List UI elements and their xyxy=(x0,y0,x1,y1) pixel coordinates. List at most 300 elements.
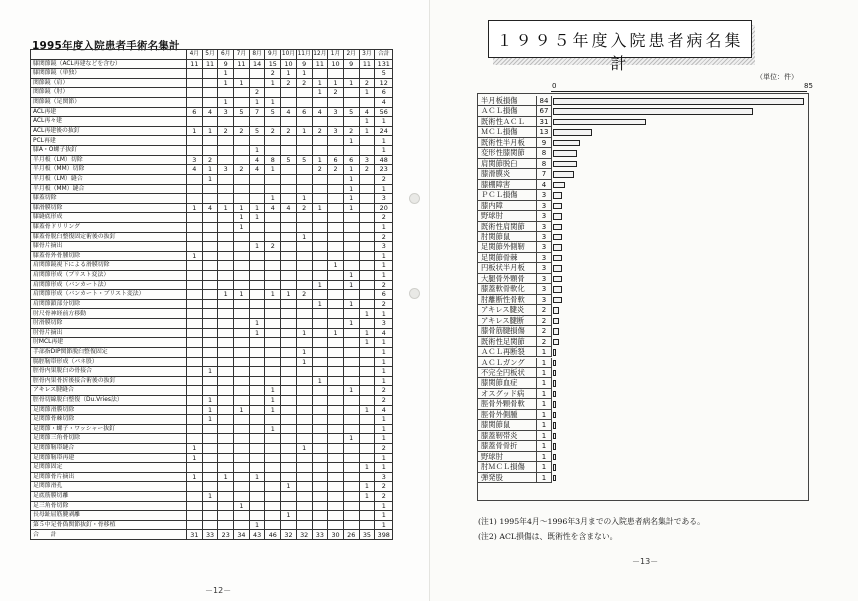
month-count: 2 xyxy=(265,69,281,79)
month-count xyxy=(234,434,250,444)
procedure-name: 関節鏡（足関節） xyxy=(31,98,187,108)
bar-17 xyxy=(553,276,562,283)
month-count xyxy=(328,376,344,386)
month-count xyxy=(218,299,234,309)
month-count: 43 xyxy=(249,530,265,540)
month-count: 1 xyxy=(187,443,203,453)
month-count xyxy=(328,395,344,405)
month-count xyxy=(265,338,281,348)
month-count: 2 xyxy=(234,165,250,175)
category-label: 不完全円板状 xyxy=(481,367,525,377)
month-count xyxy=(249,434,265,444)
month-count: 1 xyxy=(296,328,312,338)
value-label: 13 xyxy=(536,127,552,137)
month-count xyxy=(202,501,218,511)
month-count xyxy=(265,146,281,156)
month-count xyxy=(328,290,344,300)
month-count xyxy=(265,299,281,309)
month-count xyxy=(296,261,312,271)
value-label: 84 xyxy=(536,96,552,106)
table-row xyxy=(31,222,393,232)
month-count: 1 xyxy=(281,511,297,521)
table-row xyxy=(31,405,393,415)
table-row xyxy=(31,117,393,127)
month-count: 1 xyxy=(359,405,375,415)
table-row xyxy=(31,203,393,213)
table-row xyxy=(31,126,393,136)
row-total: 1 xyxy=(375,271,393,281)
footnote-1: (注1) 1995年4月～1996年3月までの入院患者病名集計である。 xyxy=(478,517,705,526)
month-count xyxy=(328,492,344,502)
month-count xyxy=(312,174,328,184)
month-count: 1 xyxy=(265,194,281,204)
month-count: 11 xyxy=(359,59,375,69)
table-row xyxy=(31,463,393,473)
month-count xyxy=(187,242,203,252)
bar-19 xyxy=(553,297,562,304)
chart-row xyxy=(478,180,808,190)
month-count xyxy=(296,280,312,290)
row-total: 1 xyxy=(375,347,393,357)
value-label: 3 xyxy=(536,242,552,252)
month-count xyxy=(265,376,281,386)
procedure-name: 関節鏡（肩） xyxy=(31,78,187,88)
month-count xyxy=(187,511,203,521)
value-label: 1 xyxy=(536,368,552,378)
month-count xyxy=(343,415,359,425)
table-row xyxy=(31,194,393,204)
month-count: 3 xyxy=(218,165,234,175)
month-count xyxy=(312,184,328,194)
month-count: 11 xyxy=(234,59,250,69)
month-count xyxy=(359,261,375,271)
bar-4 xyxy=(553,140,580,147)
month-count xyxy=(296,367,312,377)
month-count xyxy=(312,492,328,502)
procedure-name: 膝蓋骨脱臼整復固定術後の抜釘 xyxy=(31,232,187,242)
month-count: 1 xyxy=(343,271,359,281)
month-count xyxy=(265,222,281,232)
month-count xyxy=(359,184,375,194)
month-count xyxy=(265,492,281,502)
chart-row xyxy=(478,148,808,158)
month-count: 33 xyxy=(312,530,328,540)
bar-31 xyxy=(553,422,556,429)
chart-row xyxy=(478,211,808,221)
category-label: 弾発股 xyxy=(481,472,503,482)
month-count xyxy=(281,88,297,98)
month-count xyxy=(187,117,203,127)
procedure-name: アキレス腱縫合 xyxy=(31,386,187,396)
bar-18 xyxy=(553,286,562,293)
month-count xyxy=(281,194,297,204)
month-count xyxy=(202,78,218,88)
value-label: 2 xyxy=(536,326,552,336)
month-count xyxy=(249,299,265,309)
month-count xyxy=(234,347,250,357)
month-count: 5 xyxy=(265,107,281,117)
month-count xyxy=(328,453,344,463)
month-count: 1 xyxy=(296,347,312,357)
month-count xyxy=(202,136,218,146)
diagnosis-bar-chart xyxy=(477,93,809,501)
row-total: 3 xyxy=(375,472,393,482)
month-count: 11 xyxy=(202,59,218,69)
month-count xyxy=(296,299,312,309)
chart-row xyxy=(478,337,808,347)
month-count xyxy=(249,424,265,434)
month-count xyxy=(218,242,234,252)
month-count xyxy=(202,184,218,194)
month-count: 32 xyxy=(296,530,312,540)
month-count xyxy=(202,338,218,348)
row-total: 24 xyxy=(375,126,393,136)
month-count xyxy=(281,347,297,357)
month-count: 1 xyxy=(249,146,265,156)
row-total: 2 xyxy=(375,280,393,290)
procedure-name: 足関節滑膜切除 xyxy=(31,405,187,415)
month-count: 9 xyxy=(343,59,359,69)
month-count xyxy=(281,386,297,396)
row-total: 3 xyxy=(375,319,393,329)
month-count xyxy=(234,146,250,156)
axis-tick-label: 85 xyxy=(804,82,813,90)
column-header: 合計 xyxy=(375,50,393,60)
month-count xyxy=(249,415,265,425)
category-label: 足関節外側靭 xyxy=(481,242,525,252)
month-count xyxy=(359,520,375,530)
row-total: 1 xyxy=(375,376,393,386)
row-total: 48 xyxy=(375,155,393,165)
month-count xyxy=(359,511,375,521)
month-count xyxy=(187,146,203,156)
month-count xyxy=(296,338,312,348)
month-count: 1 xyxy=(359,492,375,502)
month-count xyxy=(359,443,375,453)
procedure-name: ACL再建 xyxy=(31,107,187,117)
month-count xyxy=(202,280,218,290)
bar-7 xyxy=(553,171,574,178)
month-count xyxy=(202,69,218,79)
month-count xyxy=(359,501,375,511)
month-count xyxy=(359,424,375,434)
month-count xyxy=(187,222,203,232)
month-count xyxy=(202,520,218,530)
chart-row xyxy=(478,368,808,378)
row-total: 2 xyxy=(375,482,393,492)
month-count xyxy=(312,395,328,405)
month-count xyxy=(218,261,234,271)
value-label: 1 xyxy=(536,358,552,368)
row-total: 4 xyxy=(375,405,393,415)
month-count xyxy=(328,520,344,530)
month-count xyxy=(187,482,203,492)
month-count: 1 xyxy=(202,367,218,377)
month-count xyxy=(218,443,234,453)
table-row xyxy=(31,395,393,405)
chart-row xyxy=(478,420,808,430)
bar-34 xyxy=(553,454,556,461)
surgery-table-title: 1995年度入院患者手術名集計 xyxy=(32,40,180,52)
month-count xyxy=(234,357,250,367)
month-count xyxy=(281,520,297,530)
month-count: 1 xyxy=(265,165,281,175)
table-row xyxy=(31,319,393,329)
procedure-name: 足関節・螺子・ワッシャー抜釘 xyxy=(31,424,187,434)
month-count xyxy=(218,222,234,232)
bar-36 xyxy=(553,475,556,482)
month-count xyxy=(249,501,265,511)
month-count xyxy=(218,117,234,127)
month-count: 15 xyxy=(265,59,281,69)
table-row xyxy=(31,453,393,463)
bar-23 xyxy=(553,339,559,346)
month-count xyxy=(281,405,297,415)
table-row xyxy=(31,232,393,242)
procedure-name: 肘尺骨神経前方移動 xyxy=(31,309,187,319)
month-count: 35 xyxy=(359,530,375,540)
table-row xyxy=(31,520,393,530)
row-total: 1 xyxy=(375,434,393,444)
month-count: 2 xyxy=(328,88,344,98)
month-count xyxy=(328,319,344,329)
row-total: 1 xyxy=(375,357,393,367)
month-count xyxy=(359,136,375,146)
table-row xyxy=(31,136,393,146)
month-count xyxy=(202,88,218,98)
month-count xyxy=(312,482,328,492)
month-count xyxy=(343,492,359,502)
table-row xyxy=(31,78,393,88)
category-label: 野球肘 xyxy=(481,211,503,221)
diagnosis-chart-title: １９９５年度入院患者病名集計 xyxy=(496,31,744,73)
month-count xyxy=(281,251,297,261)
month-count xyxy=(234,386,250,396)
month-count xyxy=(296,415,312,425)
month-count xyxy=(234,463,250,473)
month-count xyxy=(312,472,328,482)
month-count: 4 xyxy=(312,107,328,117)
month-count: 2 xyxy=(202,155,218,165)
month-count xyxy=(218,146,234,156)
bar-11 xyxy=(553,213,562,220)
month-count xyxy=(281,501,297,511)
month-count xyxy=(234,251,250,261)
binder-hole xyxy=(409,288,420,299)
month-count xyxy=(312,501,328,511)
month-count: 5 xyxy=(249,126,265,136)
month-count xyxy=(249,511,265,521)
month-count xyxy=(234,117,250,127)
month-count: 2 xyxy=(312,165,328,175)
total-row xyxy=(31,530,393,540)
page-number-left: －12－ xyxy=(205,586,232,595)
bar-1 xyxy=(553,108,753,115)
month-count: 1 xyxy=(249,328,265,338)
month-count xyxy=(296,501,312,511)
month-count xyxy=(328,347,344,357)
month-count: 4 xyxy=(265,203,281,213)
month-count: 1 xyxy=(359,482,375,492)
month-count: 34 xyxy=(234,530,250,540)
month-count xyxy=(296,251,312,261)
table-row xyxy=(31,155,393,165)
month-count: 10 xyxy=(281,59,297,69)
month-count xyxy=(359,146,375,156)
chart-row xyxy=(478,201,808,211)
month-count xyxy=(218,280,234,290)
month-count xyxy=(187,232,203,242)
month-count xyxy=(234,98,250,108)
month-count: 4 xyxy=(249,165,265,175)
month-count xyxy=(265,463,281,473)
row-total: 1 xyxy=(375,367,393,377)
month-count: 3 xyxy=(328,107,344,117)
month-count xyxy=(328,174,344,184)
month-count xyxy=(265,88,281,98)
month-count: 32 xyxy=(281,530,297,540)
month-count xyxy=(202,482,218,492)
month-count: 33 xyxy=(202,530,218,540)
month-count xyxy=(312,242,328,252)
category-label: アキレス腱断 xyxy=(481,315,525,325)
value-label: 31 xyxy=(536,117,552,127)
month-count xyxy=(234,415,250,425)
month-count xyxy=(296,520,312,530)
chart-row xyxy=(478,326,808,336)
month-count: 1 xyxy=(343,194,359,204)
month-count: 1 xyxy=(265,395,281,405)
month-count xyxy=(218,405,234,415)
month-count: 5 xyxy=(296,155,312,165)
column-header: 9月 xyxy=(265,50,281,60)
month-count xyxy=(312,415,328,425)
month-count: 1 xyxy=(187,453,203,463)
month-count: 11 xyxy=(312,59,328,69)
month-count: 1 xyxy=(249,98,265,108)
month-count xyxy=(281,242,297,252)
month-count: 1 xyxy=(343,203,359,213)
procedure-name: 肘MCL再建 xyxy=(31,338,187,348)
table-row xyxy=(31,251,393,261)
category-label: 膝棚障害 xyxy=(481,179,511,189)
month-count xyxy=(249,309,265,319)
bar-28 xyxy=(553,391,556,398)
month-count xyxy=(296,309,312,319)
footnote-2: (注2) ACL損傷は、既術性を含まない。 xyxy=(478,532,618,541)
month-count: 2 xyxy=(265,242,281,252)
month-count: 4 xyxy=(202,203,218,213)
value-label: 7 xyxy=(536,169,552,179)
value-label: 3 xyxy=(536,222,552,232)
month-count: 1 xyxy=(187,126,203,136)
bar-16 xyxy=(553,265,562,272)
column-header: 11月 xyxy=(296,50,312,60)
month-count xyxy=(328,184,344,194)
row-total: 1 xyxy=(375,463,393,473)
category-label: 膝関節血症 xyxy=(481,378,518,388)
value-label: 3 xyxy=(536,295,552,305)
month-count xyxy=(218,213,234,223)
table-row xyxy=(31,415,393,425)
month-count xyxy=(359,319,375,329)
month-count xyxy=(202,472,218,482)
row-total: 1 xyxy=(375,251,393,261)
month-count xyxy=(312,511,328,521)
table-row xyxy=(31,299,393,309)
month-count: 1 xyxy=(359,328,375,338)
month-count xyxy=(202,463,218,473)
month-count xyxy=(249,184,265,194)
month-count xyxy=(359,395,375,405)
month-count xyxy=(296,271,312,281)
month-count xyxy=(281,415,297,425)
month-count xyxy=(265,271,281,281)
month-count xyxy=(328,146,344,156)
row-total: 2 xyxy=(375,213,393,223)
month-count xyxy=(218,395,234,405)
row-total: 1 xyxy=(375,511,393,521)
month-count: 1 xyxy=(218,290,234,300)
bar-10 xyxy=(553,203,562,210)
month-count xyxy=(343,309,359,319)
page-number-right: －13－ xyxy=(632,557,659,566)
month-count xyxy=(234,88,250,98)
month-count: 1 xyxy=(343,184,359,194)
month-count xyxy=(265,184,281,194)
category-label: 既術性肩関節 xyxy=(481,221,525,231)
month-count xyxy=(202,194,218,204)
month-count: 1 xyxy=(249,242,265,252)
value-label: 67 xyxy=(536,106,552,116)
chart-row xyxy=(478,138,808,148)
month-count xyxy=(202,453,218,463)
month-count xyxy=(187,213,203,223)
month-count xyxy=(234,453,250,463)
month-count xyxy=(343,376,359,386)
month-count xyxy=(312,98,328,108)
month-count: 1 xyxy=(312,203,328,213)
month-count xyxy=(281,338,297,348)
bar-14 xyxy=(553,244,562,251)
month-count: 3 xyxy=(218,107,234,117)
month-count xyxy=(249,117,265,127)
month-count xyxy=(343,251,359,261)
month-count xyxy=(359,290,375,300)
month-count xyxy=(312,194,328,204)
row-total: 1 xyxy=(375,184,393,194)
category-label: 膝関節鼠 xyxy=(481,420,511,430)
month-count xyxy=(249,376,265,386)
month-count xyxy=(187,271,203,281)
month-count: 1 xyxy=(296,69,312,79)
procedure-name: 膝蓋骨ドリリング xyxy=(31,222,187,232)
month-count: 1 xyxy=(343,174,359,184)
month-count xyxy=(359,194,375,204)
table-row xyxy=(31,338,393,348)
month-count xyxy=(187,194,203,204)
chart-row xyxy=(478,263,808,273)
table-row xyxy=(31,472,393,482)
month-count xyxy=(187,136,203,146)
month-count xyxy=(218,482,234,492)
month-count xyxy=(281,357,297,367)
month-count: 1 xyxy=(343,165,359,175)
procedure-name: 足関節固定 xyxy=(31,463,187,473)
month-count xyxy=(343,242,359,252)
chart-row xyxy=(478,295,808,305)
month-count xyxy=(202,242,218,252)
